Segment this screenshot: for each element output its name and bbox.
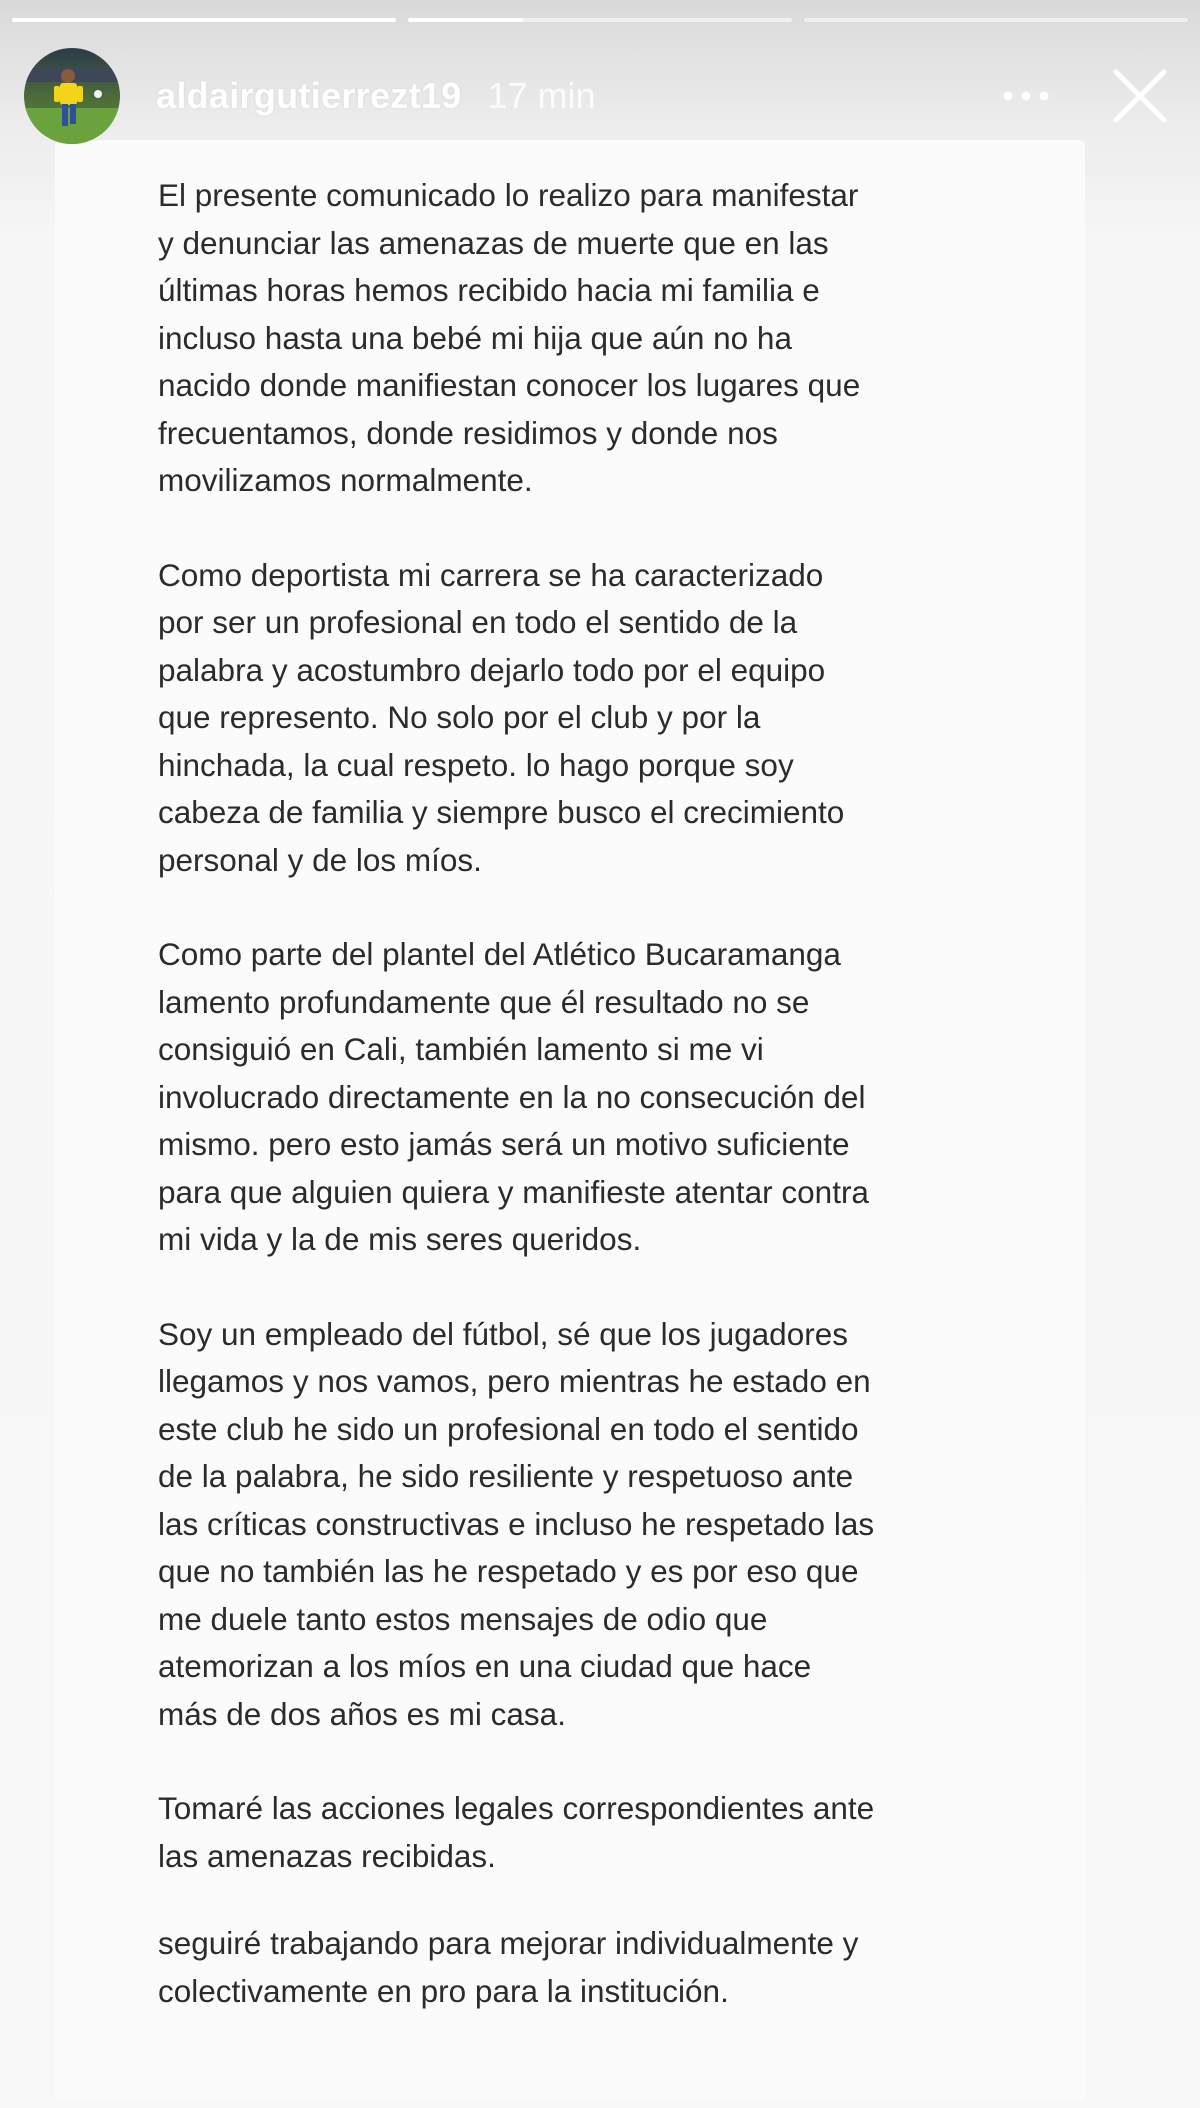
progress-segment-1 [12,18,396,22]
progress-fill-2 [408,18,523,22]
progress-segment-2 [408,18,792,22]
story-header [24,48,1176,144]
statement-paragraph-4: Soy un empleado del fútbol, sé que los jugadores llegamos y nos vamos, pero mientras he estado en este club he sido un profesional en todo el sentido de la palabra, he sido resiliente y respetuoso ante las críticas constructivas e incluso he respetado las que no también las he respetado y es por eso que me duele tanto estos mensajes de odio que atemorizan a los míos en una ciudad que hace más de dos años es mi casa. [158,1315,875,1732]
more-horizontal-icon [1002,90,1050,102]
username[interactable]: aldairgutierrezt19 [156,75,462,116]
profile-photo-icon [24,48,120,144]
progress-segment-3 [804,18,1188,22]
statement-paragraph-6: seguiré trabajando para mejorar individualmente y colectivamente en pro para la institución. [158,1925,859,2009]
statement-text [158,172,1038,2062]
statement-paragraph-3: Como parte del plantel del Atlético Bucaramanga lamento profundamente que él resultado no se consiguió en Cali, también lamento si me vi involucrado directamente en la no consecución del mismo. pero esto jamás será un motivo suficiente para que alguien quiera y manifieste atentar contra mi vida y la de mis seres queridos. [158,936,869,1257]
close-icon [1110,66,1170,126]
more-options-button[interactable] [990,66,1062,126]
story-timestamp: 17 min [487,75,596,116]
statement-paragraph-5: Tomaré las acciones legales correspondientes ante las amenazas recibidas. [158,1790,875,1874]
statement-paragraph-1: El presente comunicado lo realizo para manifestar y denunciar las amenazas de muerte que en las últimas horas hemos recibido hacia mi familia e incluso hasta una bebé mi hija que aún no ha nacido donde manifiestan conocer los lugares que frecuentamos, donde residimos y donde nos movilizamos normalmente. [158,177,861,498]
progress-fill-1 [12,18,396,22]
avatar[interactable] [24,48,120,144]
statement-paragraph-2: Como deportista mi carrera se ha caracterizado por ser un profesional en todo el sentido de la palabra y acostumbro dejarlo todo por el equipo que represento. No solo por el club y por la hinchada, la cual respeto. lo hago porque soy cabeza de familia y siempre busco el crecimiento personal y de los míos. [158,556,845,878]
story-progress-bar [12,18,1188,22]
close-button[interactable] [1104,60,1176,132]
